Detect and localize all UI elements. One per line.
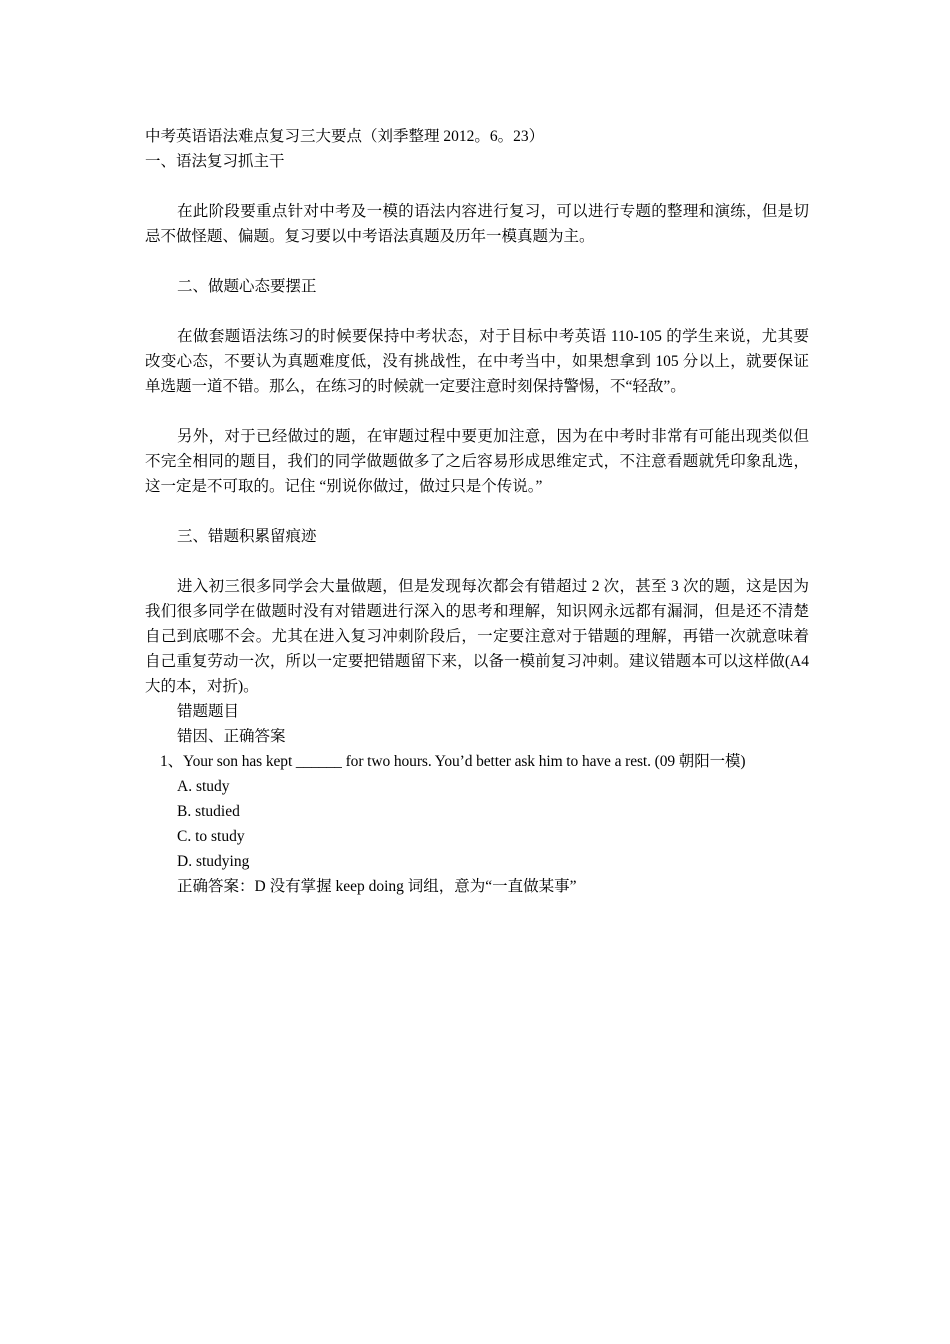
section-2-paragraph-1: 在做套题语法练习的时候要保持中考状态，对于目标中考英语 110-105 的学生来说，尤其要改变心态，不要认为真题难度低，没有挑战性，在中考当中，如果想拿到 105 分以上，就要保证单选题一道不错。那么，在练习的时候就一定要注意时刻保持警惕，不“轻敌”。 bbox=[145, 328, 809, 395]
document-title: 中考英语语法难点复习三大要点（刘季整理 2012。6。23） bbox=[145, 128, 545, 145]
option-b: B. studied bbox=[177, 803, 240, 820]
spacer bbox=[145, 499, 809, 524]
document-page bbox=[145, 124, 809, 899]
table-label-wrong-question: 错题题目 bbox=[177, 703, 240, 720]
spacer bbox=[145, 399, 809, 424]
option-d: D. studying bbox=[177, 853, 250, 870]
option-c: C. to study bbox=[177, 828, 245, 845]
spacer bbox=[145, 249, 809, 274]
correct-answer: 正确答案：D 没有掌握 keep doing 词组，意为“一直做某事” bbox=[177, 878, 577, 895]
section-1-paragraph: 在此阶段要重点针对中考及一模的语法内容进行复习，可以进行专题的整理和演练，但是切忌不做怪题、偏题。复习要以中考语法真题及历年一模真题为主。 bbox=[145, 203, 809, 245]
table-label-reason-answer: 错因、正确答案 bbox=[177, 728, 286, 745]
section-2-heading: 二、做题心态要摆正 bbox=[177, 278, 317, 295]
spacer bbox=[145, 549, 809, 574]
spacer bbox=[145, 174, 809, 199]
section-2-paragraph-2: 另外，对于已经做过的题，在审题过程中要更加注意，因为在中考时非常有可能出现类似但不完全相同的题目，我们的同学做题做多了之后容易形成思维定式，不注意看题就凭印象乱选，这一定是不可取的。记住 “别说你做过，做过只是个传说。” bbox=[145, 428, 809, 495]
question-text: 1、Your son has kept ______ for two hours. You’d better ask him to have a rest. (09 朝阳一模) bbox=[160, 753, 746, 770]
section-3-heading: 三、错题积累留痕迹 bbox=[177, 528, 317, 545]
section-1-heading: 一、语法复习抓主干 bbox=[145, 153, 285, 170]
option-a: A. study bbox=[177, 778, 230, 795]
spacer bbox=[145, 299, 809, 324]
section-3-paragraph: 进入初三很多同学会大量做题，但是发现每次都会有错超过 2 次，甚至 3 次的题，这是因为我们很多同学在做题时没有对错题进行深入的思考和理解，知识网永远都有漏洞，但是还不清楚自己到底哪不会。尤其在进入复习冲刺阶段后，一定要注意对于错题的理解，再错一次就意味着自己重复劳动一次，所以一定要把错题留下来，以备一模前复习冲刺。建议错题本可以这样做(A4 大的本，对折)。 bbox=[145, 578, 809, 695]
